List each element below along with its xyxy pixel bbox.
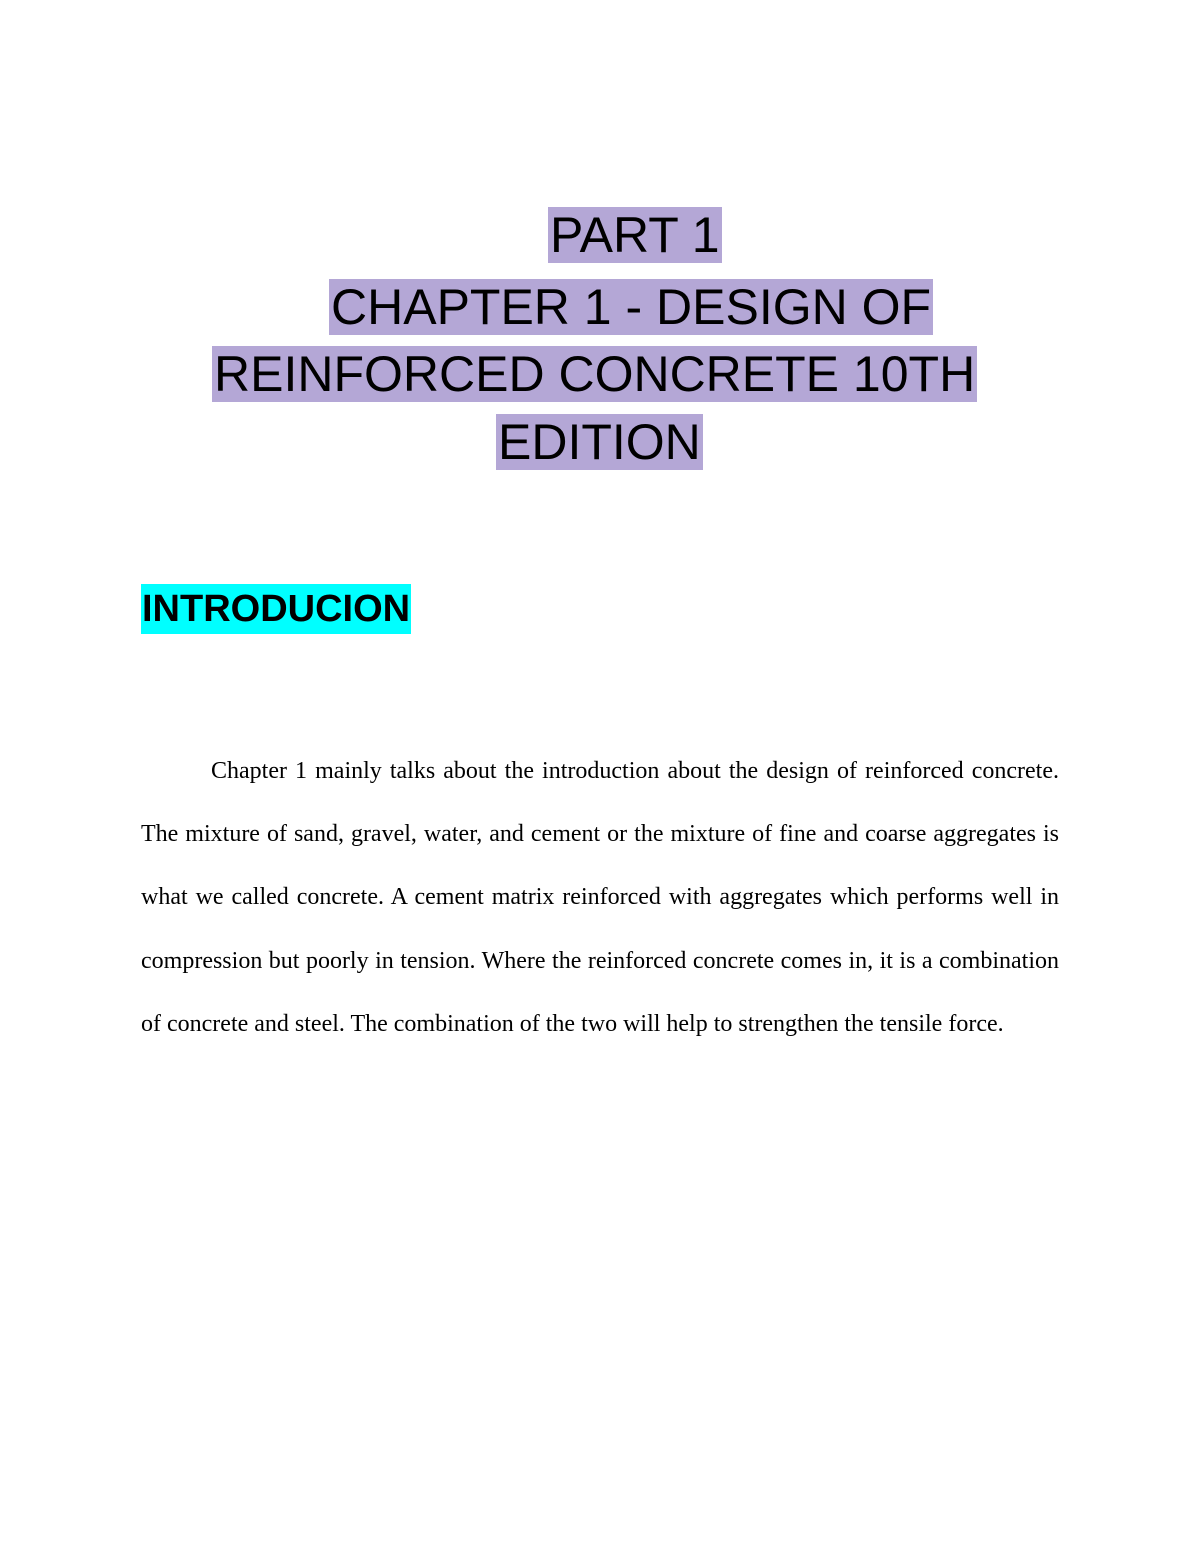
title-line-chapter (329, 277, 933, 337)
title-subject-text: REINFORCED CONCRETE 10TH (214, 346, 976, 402)
title-chapter-text: CHAPTER 1 - DESIGN OF (331, 279, 932, 335)
title-part-text: PART 1 (550, 207, 720, 263)
title-line-subject (212, 344, 977, 404)
title-edition-text: EDITION (498, 414, 701, 470)
body-paragraph: Chapter 1 mainly talks about the introduction about the design of reinforced concrete. The mixture of sand, gravel, water, and cement or the mixture of fine and coarse aggregates is what we called concrete. A cement matrix reinforced with aggregates which performs well in compression but poorly in tension. Where the reinforced concrete comes in, it is a combination of concrete and steel. The combination of the two will help to strengthen the tensile force. (141, 758, 1059, 1037)
title-line-part (548, 205, 722, 265)
title-line-edition (496, 412, 703, 472)
section-heading-introduction: INTRODUCION (141, 584, 411, 634)
